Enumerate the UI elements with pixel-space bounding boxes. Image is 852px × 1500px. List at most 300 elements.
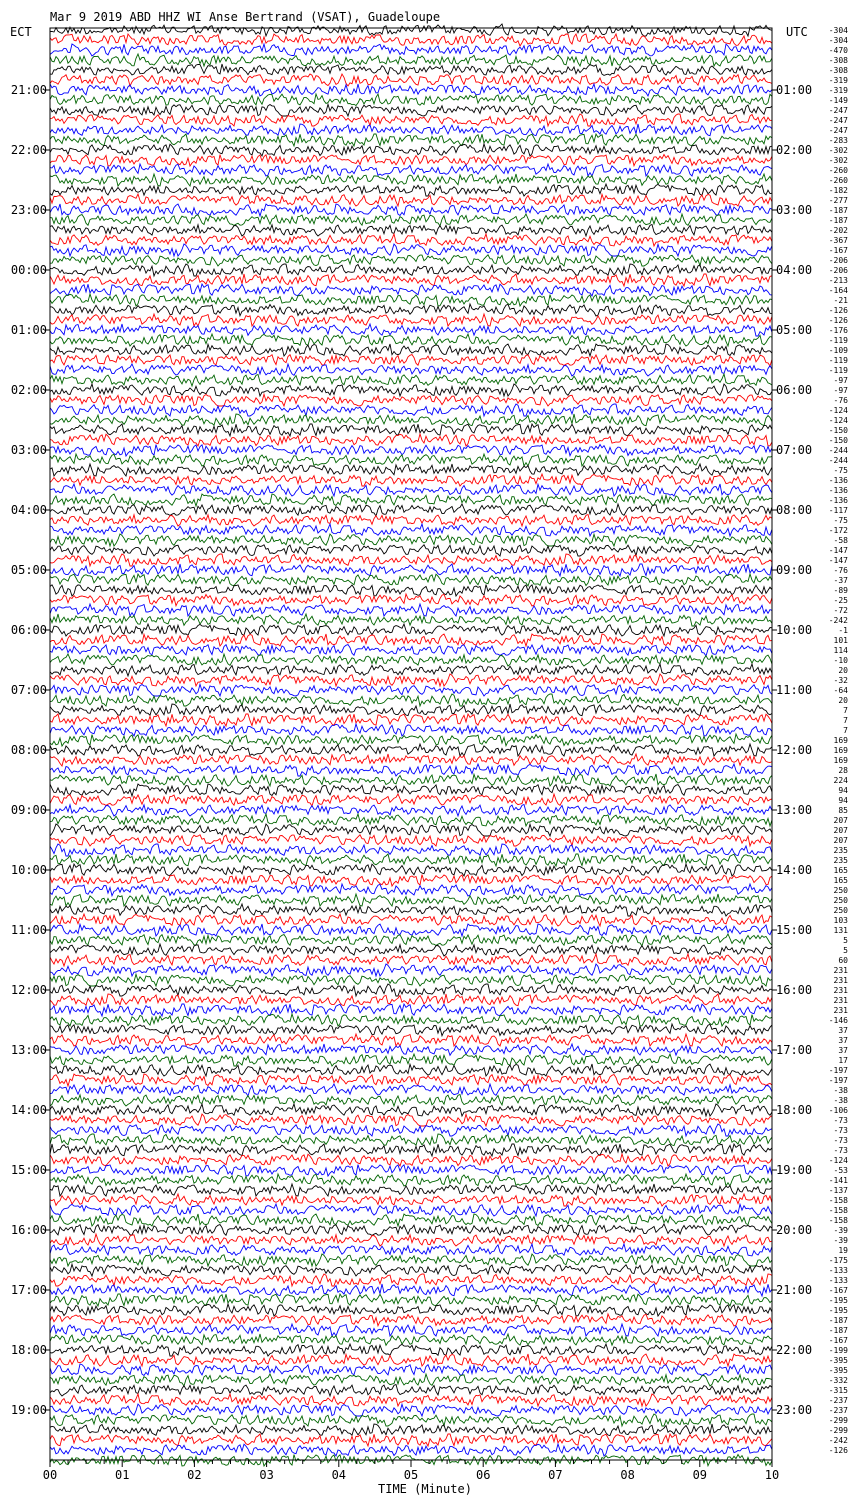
trace-offset-label: 250 — [833, 896, 848, 905]
x-tick-label: 06 — [475, 1468, 491, 1482]
trace-line — [50, 1224, 772, 1236]
trace-line — [50, 1244, 772, 1256]
trace-offset-label: -158 — [828, 1206, 848, 1215]
trace-line — [50, 164, 772, 176]
trace-line — [50, 814, 772, 826]
trace-line — [50, 704, 772, 716]
trace-offset-label: -126 — [828, 306, 848, 315]
trace-offset-label: 231 — [833, 1006, 848, 1015]
trace-offset-label: -319 — [828, 76, 848, 85]
trace-offset-label: -175 — [828, 1256, 848, 1265]
trace-line — [50, 74, 772, 86]
trace-offset-label: -176 — [828, 326, 848, 335]
trace-offset-label: -197 — [828, 1066, 848, 1075]
left-hour-label: 09:00 — [10, 803, 47, 817]
trace-line — [50, 1204, 772, 1216]
trace-line — [50, 494, 772, 506]
right-hour-label: 09:00 — [776, 563, 813, 577]
left-hour-label: 00:00 — [10, 263, 47, 277]
x-tick-label: 01 — [114, 1468, 130, 1482]
trace-offset-label: -126 — [828, 1446, 848, 1455]
trace-offset-label: -206 — [828, 266, 848, 275]
trace-line — [50, 384, 772, 396]
trace-line — [50, 214, 772, 226]
right-hour-label: 17:00 — [776, 1043, 813, 1057]
trace-line — [50, 54, 772, 66]
trace-line — [50, 1034, 772, 1046]
trace-line — [50, 424, 772, 436]
trace-offset-label: -73 — [833, 1146, 848, 1155]
trace-offset-label: 207 — [833, 826, 848, 835]
trace-line — [50, 264, 772, 276]
trace-offset-label: -187 — [828, 206, 848, 215]
trace-offset-label: -37 — [833, 576, 848, 585]
right-hour-label: 11:00 — [776, 683, 813, 697]
trace-offset-label: -10 — [833, 656, 848, 665]
trace-line — [50, 674, 772, 686]
trace-offset-label: -197 — [828, 1076, 848, 1085]
trace-line — [50, 155, 772, 167]
trace-offset-label: -149 — [828, 96, 848, 105]
trace-line — [50, 1254, 772, 1266]
trace-line — [50, 734, 772, 746]
trace-line — [50, 1284, 772, 1296]
right-hour-label: 18:00 — [776, 1103, 813, 1117]
trace-offset-label: -150 — [828, 436, 848, 445]
trace-offset-label: -75 — [833, 516, 848, 525]
trace-offset-label: 231 — [833, 996, 848, 1005]
trace-line — [50, 445, 772, 457]
trace-offset-label: -147 — [828, 546, 848, 555]
trace-offset-label: -158 — [828, 1216, 848, 1225]
trace-offset-label: -308 — [828, 56, 848, 65]
trace-offset-label: -158 — [828, 1196, 848, 1205]
trace-offset-label: 207 — [833, 816, 848, 825]
trace-line — [50, 464, 772, 476]
trace-offset-label: 94 — [838, 786, 848, 795]
trace-offset-label: 85 — [838, 806, 848, 815]
trace-offset-label: -304 — [828, 26, 848, 35]
trace-line — [50, 1385, 772, 1397]
x-tick-label: 07 — [548, 1468, 563, 1482]
left-timezone-label: ECT — [10, 25, 32, 39]
trace-offset-label: 235 — [833, 846, 848, 855]
trace-offset-label: -119 — [828, 336, 848, 345]
trace-line — [50, 1124, 772, 1136]
trace-line — [50, 1394, 772, 1406]
right-hour-label: 23:00 — [776, 1403, 813, 1417]
trace-offset-label: -73 — [833, 1136, 848, 1145]
right-hour-label: 22:00 — [776, 1343, 813, 1357]
trace-offset-label: -187 — [828, 1326, 848, 1335]
trace-offset-label: -76 — [833, 566, 848, 575]
trace-offset-label: -304 — [828, 36, 848, 45]
trace-line — [50, 594, 772, 606]
trace-line — [50, 805, 772, 817]
trace-line — [50, 1084, 772, 1096]
trace-offset-label: -302 — [828, 156, 848, 165]
trace-offset-label: 19 — [838, 1246, 848, 1255]
trace-offset-label: 17 — [838, 1056, 848, 1065]
trace-line — [50, 934, 772, 946]
trace-line — [50, 1054, 772, 1066]
trace-line — [50, 624, 772, 636]
trace-offset-label: -76 — [833, 396, 848, 405]
x-axis-label: TIME (Minute) — [378, 1482, 472, 1496]
trace-offset-label: -32 — [833, 676, 848, 685]
trace-offset-label: 20 — [838, 666, 848, 675]
trace-offset-label: 7 — [843, 716, 848, 725]
trace-offset-label: 231 — [833, 986, 848, 995]
trace-offset-label: -260 — [828, 166, 848, 175]
trace-offset-label: -244 — [828, 446, 848, 455]
trace-line — [50, 374, 772, 386]
trace-offset-label: -137 — [828, 1186, 848, 1195]
trace-line — [50, 1274, 772, 1286]
trace-line — [50, 204, 772, 216]
trace-offset-label: -202 — [828, 226, 848, 235]
left-hour-label: 10:00 — [10, 863, 47, 877]
trace-line — [50, 564, 772, 576]
trace-line — [50, 784, 772, 796]
trace-offset-label: 165 — [833, 866, 848, 875]
trace-line — [50, 1184, 772, 1196]
trace-offset-label: 169 — [833, 746, 848, 755]
trace-offset-label: 250 — [833, 886, 848, 895]
trace-offset-label: -164 — [828, 286, 848, 295]
trace-line — [50, 1134, 772, 1146]
trace-line — [50, 1064, 772, 1076]
trace-offset-label: -260 — [828, 176, 848, 185]
trace-offset-label: -195 — [828, 1296, 848, 1305]
trace-offset-label: -72 — [833, 606, 848, 615]
trace-line — [50, 894, 772, 906]
trace-line — [50, 225, 772, 237]
trace-offset-label: 235 — [833, 856, 848, 865]
trace-offset-label: -38 — [833, 1096, 848, 1105]
trace-offset-label: -244 — [828, 456, 848, 465]
right-hour-label: 21:00 — [776, 1283, 813, 1297]
trace-line — [50, 684, 772, 696]
trace-line — [50, 1104, 772, 1116]
trace-offset-label: 5 — [843, 936, 848, 945]
trace-offset-label: -141 — [828, 1176, 848, 1185]
left-time-axis — [11, 83, 50, 1417]
trace-line — [50, 864, 772, 876]
left-hour-label: 03:00 — [10, 443, 47, 457]
trace-offset-label: -247 — [828, 116, 848, 125]
left-hour-label: 19:00 — [10, 1403, 47, 1417]
trace-line — [50, 394, 772, 406]
trace-offset-label: 28 — [838, 766, 848, 775]
trace-line — [50, 1344, 772, 1356]
left-hour-label: 12:00 — [10, 983, 47, 997]
x-tick-label: 02 — [187, 1468, 202, 1482]
right-hour-label: 02:00 — [776, 143, 813, 157]
trace-line — [50, 124, 772, 136]
trace-line — [50, 324, 772, 336]
trace-line — [50, 854, 772, 866]
trace-line — [50, 844, 772, 856]
trace-offset-label: -283 — [828, 136, 848, 145]
right-time-axis — [772, 83, 812, 1417]
trace-line — [50, 1014, 772, 1026]
trace-offset-label: -75 — [833, 466, 848, 475]
left-hour-label: 07:00 — [10, 683, 47, 697]
trace-offset-label: -167 — [828, 246, 848, 255]
trace-offset-label: 131 — [833, 926, 848, 935]
trace-offset-label: -147 — [828, 556, 848, 565]
trace-line — [50, 344, 772, 356]
trace-offset-label: -119 — [828, 366, 848, 375]
x-tick-label: 03 — [259, 1468, 274, 1482]
trace-line — [50, 134, 772, 146]
trace-line — [50, 355, 772, 367]
trace-line — [50, 454, 772, 466]
right-timezone-label: UTC — [786, 25, 808, 39]
trace-line — [50, 294, 772, 306]
right-hour-label: 06:00 — [776, 383, 813, 397]
trace-offset-label: 231 — [833, 966, 848, 975]
trace-line — [50, 654, 772, 666]
trace-offset-label: -133 — [828, 1266, 848, 1275]
trace-offset-label: 37 — [838, 1046, 848, 1055]
trace-line — [50, 284, 772, 296]
trace-offset-label: -213 — [828, 276, 848, 285]
trace-offset-label: -126 — [828, 316, 848, 325]
trace-line — [50, 904, 772, 916]
trace-offset-label: 207 — [833, 836, 848, 845]
trace-line — [50, 1324, 772, 1336]
left-hour-label: 13:00 — [10, 1043, 47, 1057]
trace-line — [50, 794, 772, 806]
trace-line — [50, 604, 772, 616]
left-hour-label: 18:00 — [10, 1343, 47, 1357]
trace-line — [50, 984, 772, 996]
trace-line — [50, 774, 772, 786]
trace-line — [50, 545, 772, 556]
trace-line — [50, 1294, 772, 1306]
left-hour-label: 14:00 — [10, 1103, 47, 1117]
trace-offset-label: 114 — [833, 646, 848, 655]
left-hour-label: 08:00 — [10, 743, 47, 757]
x-tick-label: 09 — [692, 1468, 708, 1482]
trace-offset-label: 20 — [838, 696, 848, 705]
trace-offset-label: -124 — [828, 416, 848, 425]
trace-offset-label: -277 — [828, 196, 848, 205]
trace-line — [50, 554, 772, 566]
trace-offset-label: -133 — [828, 1276, 848, 1285]
trace-offset-label: 103 — [833, 916, 848, 925]
right-hour-label: 07:00 — [776, 443, 813, 457]
trace-line — [50, 1434, 772, 1446]
trace-offset-label: -73 — [833, 1116, 848, 1125]
trace-line — [50, 104, 772, 116]
left-hour-label: 02:00 — [10, 383, 47, 397]
left-hour-label: 22:00 — [10, 143, 47, 157]
trace-offset-label: 37 — [838, 1026, 848, 1035]
trace-offset-label: -117 — [828, 506, 848, 515]
trace-offset-label: -332 — [828, 1376, 848, 1385]
trace-line — [50, 34, 772, 46]
left-hour-label: 17:00 — [10, 1283, 47, 1297]
trace-offset-label: 169 — [833, 756, 848, 765]
trace-line — [50, 1354, 772, 1366]
trace-offset-label: -73 — [833, 1126, 848, 1135]
trace-offset-label: -124 — [828, 1156, 848, 1165]
right-hour-label: 13:00 — [776, 803, 813, 817]
trace-line — [50, 364, 772, 376]
trace-offset-label: -308 — [828, 66, 848, 75]
trace-line — [50, 414, 772, 426]
trace-line — [50, 764, 772, 776]
trace-line — [50, 994, 772, 1006]
trace-offset-label: -206 — [828, 256, 848, 265]
right-hour-label: 05:00 — [776, 323, 813, 337]
trace-line — [50, 1114, 772, 1126]
trace-line — [50, 24, 772, 36]
trace-offset-label: -247 — [828, 126, 848, 135]
right-hour-label: 14:00 — [776, 863, 813, 877]
trace-offset-label: -136 — [828, 476, 848, 485]
trace-line — [50, 504, 772, 516]
trace-line — [50, 714, 772, 726]
trace-offset-label: 94 — [838, 796, 848, 805]
right-hour-label: 19:00 — [776, 1163, 813, 1177]
trace-line — [50, 1234, 772, 1246]
trace-line — [50, 404, 772, 416]
trace-line — [50, 1304, 772, 1316]
trace-offset-label: -187 — [828, 1316, 848, 1325]
trace-line — [50, 234, 772, 246]
trace-line — [50, 174, 772, 186]
trace-line — [50, 534, 772, 546]
trace-line — [50, 84, 772, 96]
trace-offset-label: -97 — [833, 376, 848, 385]
trace-offset-label: 165 — [833, 876, 848, 885]
right-hour-label: 10:00 — [776, 623, 813, 637]
right-hour-label: 15:00 — [776, 923, 813, 937]
trace-offset-label: -97 — [833, 386, 848, 395]
left-hour-label: 15:00 — [10, 1163, 47, 1177]
trace-line — [50, 304, 772, 316]
trace-offset-label: -299 — [828, 1426, 848, 1435]
trace-offset-label: 5 — [843, 946, 848, 955]
left-hour-label: 21:00 — [10, 83, 47, 97]
trace-line — [50, 434, 772, 446]
trace-line — [50, 824, 772, 836]
trace-line — [50, 574, 772, 586]
trace-line — [50, 1004, 772, 1016]
left-hour-label: 16:00 — [10, 1223, 47, 1237]
trace-offset-label: -247 — [828, 106, 848, 115]
trace-offset-label: -21 — [833, 296, 848, 305]
trace-offset-label: 7 — [843, 706, 848, 715]
trace-line — [50, 974, 772, 986]
x-tick-label: 04 — [331, 1468, 347, 1482]
right-hour-label: 08:00 — [776, 503, 813, 517]
trace-offset-label: -199 — [828, 1346, 848, 1355]
trace-offset-label: 169 — [833, 736, 848, 745]
right-hour-label: 01:00 — [776, 83, 813, 97]
trace-offset-label: 250 — [833, 906, 848, 915]
trace-line — [50, 724, 772, 736]
offset-labels — [829, 26, 848, 1455]
trace-line — [50, 914, 772, 926]
trace-line — [50, 754, 772, 766]
trace-offset-label: -150 — [828, 426, 848, 435]
trace-line — [50, 1404, 772, 1416]
trace-line — [50, 1364, 772, 1376]
trace-line — [50, 1174, 772, 1186]
trace-line — [50, 515, 772, 527]
trace-offset-label: -182 — [828, 186, 848, 195]
trace-line — [50, 1334, 772, 1345]
trace-offset-label: -395 — [828, 1366, 848, 1375]
trace-line — [50, 954, 772, 966]
trace-offset-label: -25 — [833, 596, 848, 605]
trace-offset-label: -315 — [828, 1386, 848, 1395]
trace-offset-label: -237 — [828, 1406, 848, 1415]
trace-offset-label: 60 — [838, 956, 848, 965]
x-tick-label: 05 — [403, 1468, 419, 1482]
trace-offset-label: -237 — [828, 1396, 848, 1405]
trace-line — [50, 94, 772, 106]
trace-line — [50, 1165, 772, 1176]
trace-line — [50, 1414, 772, 1426]
trace-line — [50, 924, 772, 936]
trace-line — [50, 274, 772, 286]
left-hour-label: 06:00 — [10, 623, 47, 637]
trace-offset-label: -167 — [828, 1286, 848, 1295]
trace-offset-label: -172 — [828, 526, 848, 535]
trace-line — [50, 244, 772, 256]
trace-line — [50, 64, 772, 75]
trace-offset-label: -395 — [828, 1356, 848, 1365]
trace-line — [50, 1144, 772, 1156]
trace-line — [50, 1074, 772, 1086]
trace-line — [50, 1024, 772, 1036]
right-hour-label: 16:00 — [776, 983, 813, 997]
trace-line — [50, 314, 772, 326]
traces-group — [50, 24, 772, 1466]
trace-offset-label: -319 — [828, 86, 848, 95]
trace-line — [50, 614, 772, 626]
trace-line — [50, 484, 772, 496]
right-hour-label: 12:00 — [776, 743, 813, 757]
trace-line — [50, 664, 772, 676]
trace-offset-label: 101 — [833, 636, 848, 645]
trace-offset-label: -64 — [833, 686, 848, 695]
right-hour-label: 03:00 — [776, 203, 813, 217]
trace-offset-label: 224 — [833, 776, 848, 785]
trace-line — [50, 884, 772, 896]
trace-offset-label: -1 — [838, 626, 848, 635]
trace-line — [50, 1154, 772, 1166]
trace-offset-label: -167 — [828, 1336, 848, 1345]
trace-offset-label: -299 — [828, 1416, 848, 1425]
trace-offset-label: -470 — [828, 46, 848, 55]
trace-offset-label: 7 — [843, 726, 848, 735]
trace-line — [50, 474, 772, 486]
trace-line — [50, 44, 772, 56]
trace-offset-label: -119 — [828, 356, 848, 365]
trace-line — [50, 1444, 772, 1456]
x-tick-label: 08 — [620, 1468, 635, 1482]
trace-offset-label: -242 — [828, 1436, 848, 1445]
trace-offset-label: -136 — [828, 496, 848, 505]
trace-line — [50, 524, 772, 536]
